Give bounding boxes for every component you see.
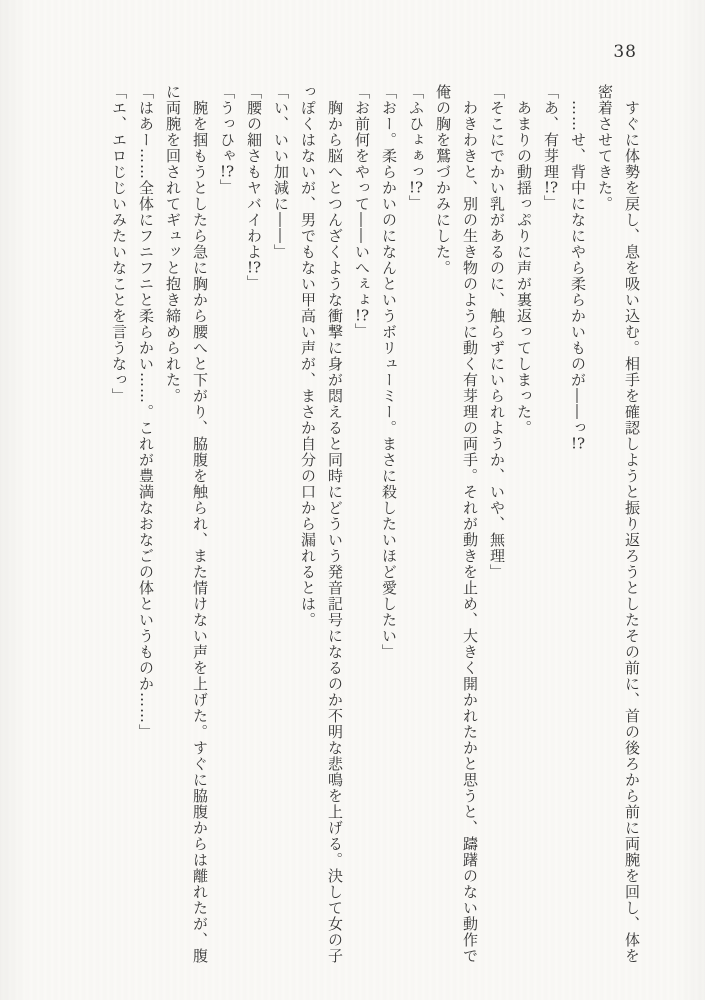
paragraph-line: すぐに体勢を戻し、息を吸い込む。相手を確認しようと振り返ろうとしたその前に、首の後ろから前に両腕を回し、体を密着させてきた。 bbox=[596, 84, 641, 964]
paragraph-line: 「ふひょぁっ!?」 bbox=[407, 84, 425, 211]
tcy-exclamation-question: !? bbox=[246, 260, 262, 275]
paragraph-line: 「い、いい加減に――」 bbox=[272, 84, 290, 260]
paragraph-line: 「はあー……全体にフニフニと柔らかい……。これが豊満なおなごの体というものか……」 bbox=[137, 84, 155, 740]
paragraph-line: 「腰の細さもヤバイわよ!?」 bbox=[245, 84, 263, 291]
paragraph-line: わきわきと、別の生き物のように動く有芽理の両手。それが動きを止め、大きく開かれたかと思うと、躊躇のない動作で俺の胸を鷲づかみにした。 bbox=[434, 84, 479, 964]
paragraph-line: 胸から脳へとつんざくような衝撃に身が悶えると同時にどういう発音記号になるのか不明な悲鳴を上げる。決して女の子っぽくはないが、男でもない甲高い声が、まさか自分の口から漏れるとは。 bbox=[299, 84, 344, 964]
tcy-exclamation-question: !? bbox=[219, 164, 235, 179]
tcy-exclamation-question: !? bbox=[354, 308, 370, 323]
paragraph-line: 腕を掴もうとしたら急に胸から腰へと下がり、脇腹を触られ、また情けない声を上げた。すぐに脇腹からは離れたが、腹に両腕を回されてギュッと抱き締められた。 bbox=[164, 84, 209, 964]
paragraph-line: 「おー。柔らかいのになんというボリューミー。まさに殺したいほど愛したい」 bbox=[380, 84, 398, 660]
paragraph-line: 「そこにでかい乳があるのに、触らずにいられようか、いや、無理」 bbox=[488, 84, 506, 580]
paragraph-line: 「うっひゃ!?」 bbox=[218, 84, 236, 195]
page-number: 38 bbox=[613, 42, 637, 62]
page-text bbox=[105, 84, 645, 964]
tcy-exclamation-question: !? bbox=[408, 180, 424, 195]
paragraph-line: 「お前何をやって――いへぇょ!?」 bbox=[353, 84, 371, 339]
tcy-exclamation-question: !? bbox=[543, 180, 559, 195]
paragraph-line: ……せ、背中になにやら柔らかいものが――っ!? bbox=[569, 100, 587, 451]
paragraph-line: 「あ、有芽理!?」 bbox=[542, 84, 560, 211]
paragraph-line: 「エ、エロじじいみたいなことを言うなっ」 bbox=[110, 84, 128, 404]
paragraph-line: あまりの動揺っぷりに声が裏返ってしまった。 bbox=[515, 100, 533, 436]
tcy-exclamation-question: !? bbox=[570, 436, 586, 451]
